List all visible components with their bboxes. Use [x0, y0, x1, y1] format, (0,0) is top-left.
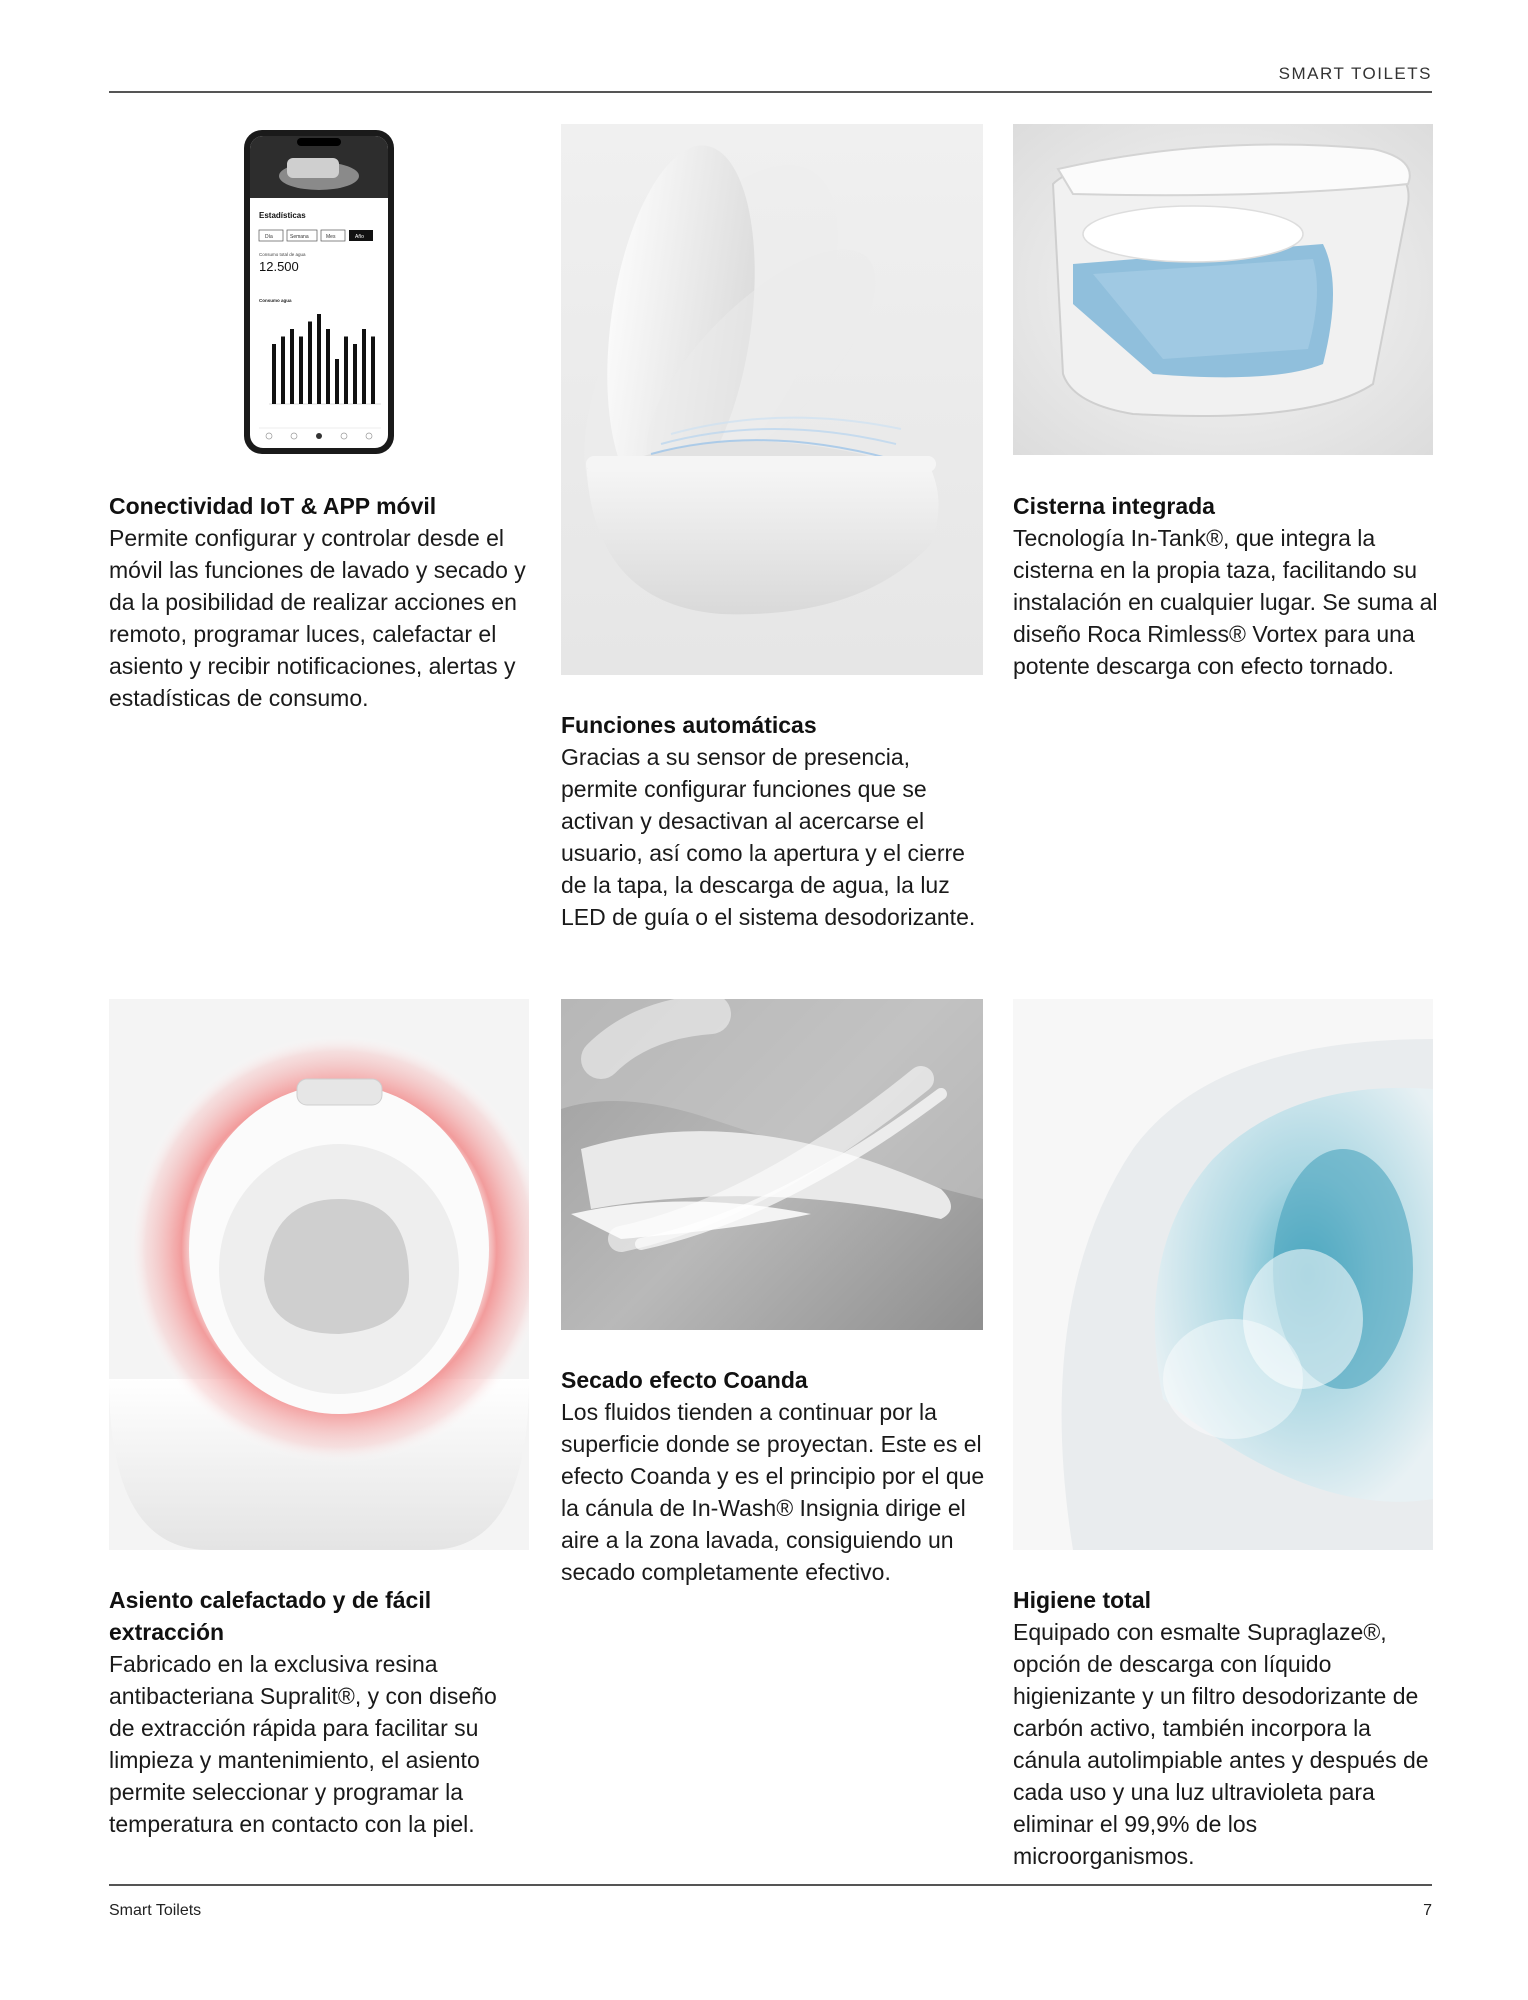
phone-chart-bar [317, 314, 321, 404]
phone-chart-label: Consumo agua [259, 298, 292, 303]
phone-chart-bar [362, 329, 366, 404]
phone-chart-bar [344, 337, 348, 405]
phone-chart-bar [326, 329, 330, 404]
feature-body: Gracias a su sensor de presencia, permite configurar funciones que se activan y desactivan al acercarse el usuario, así como la apertura y el cierre de la tapa, la descarga de agua, la luz LED de guía o el sistema desodorizante. [561, 744, 976, 930]
feature-title: Conectividad IoT & APP móvil [109, 493, 437, 519]
phone-chart-bar [299, 337, 303, 405]
phone-app-image [109, 124, 529, 459]
feature-body: Los fluidos tienden a continuar por la superficie donde se proyectan. Este es el efecto Coanda y es el principio por el que la cánula de In-Wash® Insignia dirige el aire a la zona lavada, consiguiendo un secado completamente efectivo. [561, 1399, 985, 1585]
feature-title: Cisterna integrada [1013, 493, 1215, 519]
feature-body: Fabricado en la exclusiva resina antibacteriana Supralit®, y con diseño de extracción rápida para facilitar su limpieza y mantenimiento, el asiento permite seleccionar y programar la temperatura en contacto con la piel. [109, 1651, 497, 1837]
feature-body: Permite configurar y controlar desde el móvil las funciones de lavado y secado y da la posibilidad de realizar acciones en remoto, programar luces, calefactar el asiento y recibir notificaciones, alertas y estadísticas de consumo. [109, 525, 526, 711]
phone-chart-bar [371, 337, 375, 405]
footer-title: Smart Toilets [109, 1902, 202, 1919]
feature-coanda-drying [561, 1364, 991, 1588]
feature-integrated-cistern [1013, 490, 1438, 682]
phone-chart-bar [290, 329, 294, 404]
footer-rule [109, 1884, 1432, 1886]
phone-metric-value: 12.500 [259, 259, 299, 274]
feature-heated-seat [109, 1584, 524, 1840]
automatic-functions-image [561, 124, 983, 675]
section-label: SMART TOILETS [1278, 64, 1432, 83]
phone-chart-bar [308, 322, 312, 405]
phone-metric-label: Consumo total de agua [259, 252, 306, 257]
phone-chart-bar [353, 344, 357, 404]
phone-chart-bar [281, 337, 285, 405]
page-number: 7 [1423, 1902, 1432, 1919]
feature-title: Secado efecto Coanda [561, 1367, 808, 1393]
feature-title: Funciones automáticas [561, 712, 817, 738]
feature-automatic-functions [561, 709, 991, 933]
phone-tab-year[interactable]: Año [355, 234, 364, 240]
phone-tab-month[interactable]: Mes [326, 234, 336, 240]
feature-title: Higiene total [1013, 1587, 1152, 1613]
phone-tab-week[interactable]: Semana [290, 234, 309, 240]
coanda-drying-image [561, 999, 983, 1330]
feature-body: Equipado con esmalte Supraglaze®, opción de descarga con líquido higienizante y un filtro desodorizante de carbón activo, también incorpora la cánula autolimpiable antes y después de cada uso y una luz ultravioleta para eliminar el 99,9% de los microorganismos. [1013, 1619, 1429, 1869]
header-rule [109, 91, 1432, 93]
total-hygiene-image [1013, 999, 1433, 1550]
phone-chart-bar [335, 359, 339, 404]
feature-iot-app [109, 490, 539, 714]
phone-tab-day[interactable]: Día [265, 234, 273, 240]
feature-title: Asiento calefactado y de fácil extracción [109, 1587, 432, 1645]
phone-screen-title: Estadísticas [259, 211, 306, 220]
feature-total-hygiene [1013, 1584, 1438, 1872]
integrated-cistern-image [1013, 124, 1433, 455]
phone-tab-row [259, 230, 373, 241]
feature-body: Tecnología In-Tank®, que integra la cisterna en la propia taza, facilitando su instalación en cualquier lugar. Se suma al diseño Roca Rimless® Vortex para una potente descarga con efecto tornado. [1013, 525, 1438, 679]
phone-chart-bar [272, 344, 276, 404]
heated-seat-image [109, 999, 529, 1550]
phone-illustration [109, 124, 529, 459]
